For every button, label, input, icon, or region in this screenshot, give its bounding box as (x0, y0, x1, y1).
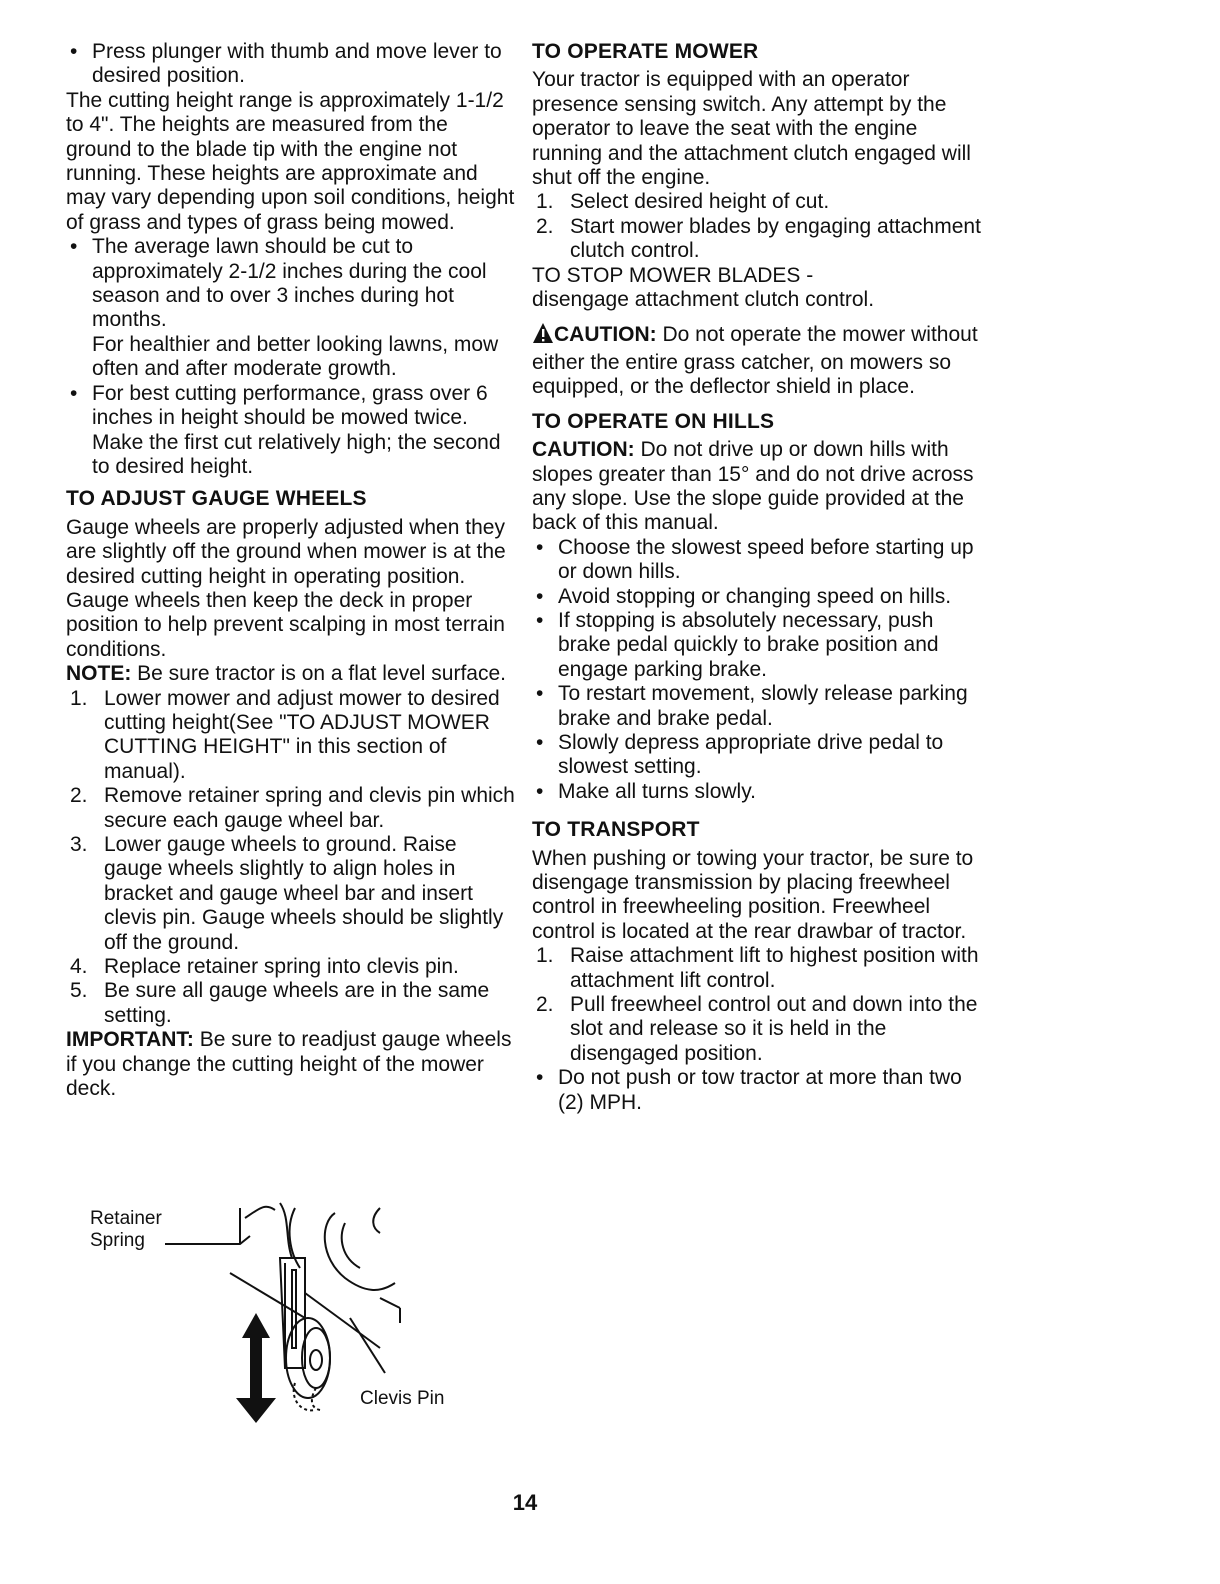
cutting-height-paragraph: The cutting height range is approximately 1-1/2 to 4". The heights are measured from the ground to the blade tip with the engine not running. These heights are approximate and may vary depending upon soil conditions, height of grass and types of grass being mowed. (66, 88, 515, 234)
hill-bullet: • Choose the slowest speed before starting up or down hills. (532, 536, 982, 585)
heading-adjust-gauge-wheels: TO ADJUST GAUGE WHEELS (66, 487, 367, 511)
heading-operate-mower: TO OPERATE MOWER (532, 40, 759, 63)
caution-text: Do not drive up or down hills with slopes greater than 15° and do not drive across any slope. Use the slope guide provided at the back of this manual. (532, 438, 974, 535)
bullet-plunger: • Press plunger with thumb and move lever to desired position. (66, 40, 516, 89)
caution-label: CAUTION: (532, 438, 635, 462)
step-text: Raise attachment lift to highest position with attachment lift control. (570, 944, 979, 992)
step-text: Replace retainer spring into clevis pin. (104, 955, 459, 979)
gauge-step (66, 833, 516, 955)
caution-label: CAUTION: (554, 323, 657, 347)
step-text: Remove retainer spring and clevis pin which secure each gauge wheel bar. (104, 784, 515, 832)
left-column (66, 40, 516, 1101)
step-number: 2. (536, 993, 554, 1017)
important-text: Be sure to readjust gauge wheels if you change the cutting height of the mower deck. (66, 1028, 512, 1101)
healthier-lawns-text: For healthier and better looking lawns, mow often and after moderate growth. (92, 332, 499, 381)
transport-paragraph: When pushing or towing your tractor, be sure to disengage transmission by placing freewheel control in freewheeling position. Freewheel control is located at the rear drawbar of tractor. (532, 846, 974, 943)
operate-step (532, 190, 982, 214)
heading-transport: TO TRANSPORT (532, 818, 700, 842)
bullet-average-lawn: • The average lawn should be cut to approximately 2-1/2 inches during the cool season and to over 3 inches during hot months. (66, 235, 516, 333)
right-column (532, 40, 982, 1115)
step-text: Start mower blades by engaging attachment clutch control. (570, 214, 981, 263)
note-label: NOTE: (66, 662, 132, 686)
step-number: 3. (70, 833, 88, 856)
step-text: Be sure all gauge wheels are in the same setting. (104, 979, 490, 1027)
heading-operate-on-hills: TO OPERATE ON HILLS (532, 409, 775, 433)
operate-mower-paragraph: Your tractor is equipped with an operator presence sensing switch. Any attempt by the operator to leave the seat with the engine running and the attachment clutch engaged will shut off the engine. (532, 68, 971, 190)
page-number: 14 (512, 1490, 538, 1515)
gauge-wheel-illustration (80, 1198, 480, 1428)
bullet-best-cutting: • For best cutting performance, grass over 6 inches in height should be mowed twice. Make the first cut relatively high; the second to desired height. (66, 382, 516, 480)
gauge-step (66, 979, 516, 1028)
hill-bullet: • If stopping is absolutely necessary, push brake pedal quickly to brake position and engage parking brake. (532, 609, 982, 682)
label-spring: Spring (90, 1230, 145, 1251)
gauge-step (66, 687, 516, 785)
stop-mower-label: TO STOP MOWER BLADES - (532, 263, 814, 287)
important-label: IMPORTANT: (66, 1028, 194, 1052)
label-retainer: Retainer (90, 1208, 162, 1229)
step-number: 2. (70, 784, 88, 808)
step-text: Lower gauge wheels to ground. Raise gauge wheels slightly to align holes in bracket and gauge wheel bar and insert clevis pin. Gauge wheels should be slightly off the ground. (104, 833, 504, 954)
step-text: Pull freewheel control out and down into the slot and release so it is held in the disengaged position. (570, 993, 978, 1065)
note-text: Be sure tractor is on a flat level surface. (131, 662, 506, 686)
step-number: 1. (536, 190, 554, 214)
stop-mower-text: disengage attachment clutch control. (532, 288, 875, 312)
transport-bullet: • Do not push or tow tractor at more than two (2) MPH. (532, 1066, 982, 1115)
step-text: Select desired height of cut. (570, 190, 830, 214)
warning-triangle-icon (532, 322, 554, 350)
gauge-wheels-paragraph: Gauge wheels are properly adjusted when they are slightly off the ground when mower is at the desired cutting height in operating position. Gauge wheels then keep the deck in proper position to help prevent scalping in most terrain conditions. (66, 515, 506, 661)
step-number: 1. (70, 686, 88, 710)
gauge-wheel-drawing (80, 1198, 480, 1428)
transport-step (532, 944, 982, 993)
step-text: Lower mower and adjust mower to desired cutting height(See "TO ADJUST MOWER CUTTING HEIGHT" in this section of manual). (104, 686, 500, 783)
gauge-step (66, 784, 516, 833)
gauge-step (66, 955, 516, 979)
step-number: 4. (70, 955, 88, 979)
caution-text: Do not operate the mower without either the entire grass catcher, on mowers so equipped, or the deflector shield in place. (532, 323, 978, 399)
operate-step (532, 215, 982, 264)
label-clevis-pin: Clevis Pin (360, 1388, 445, 1409)
hill-bullet: • To restart movement, slowly release parking brake and brake pedal. (532, 682, 982, 731)
transport-step (532, 993, 982, 1066)
step-number: 2. (536, 214, 554, 238)
important-paragraph (66, 1028, 516, 1101)
step-number: 1. (536, 944, 554, 968)
hill-bullet: • Avoid stopping or changing speed on hills. (532, 585, 982, 609)
hill-bullet: • Slowly depress appropriate drive pedal to slowest setting. (532, 731, 982, 780)
step-number: 5. (70, 979, 88, 1003)
caution-hills (532, 438, 982, 536)
caution-grass-catcher (532, 322, 982, 399)
note-paragraph (66, 662, 516, 686)
hill-bullet: • Make all turns slowly. (532, 780, 982, 804)
